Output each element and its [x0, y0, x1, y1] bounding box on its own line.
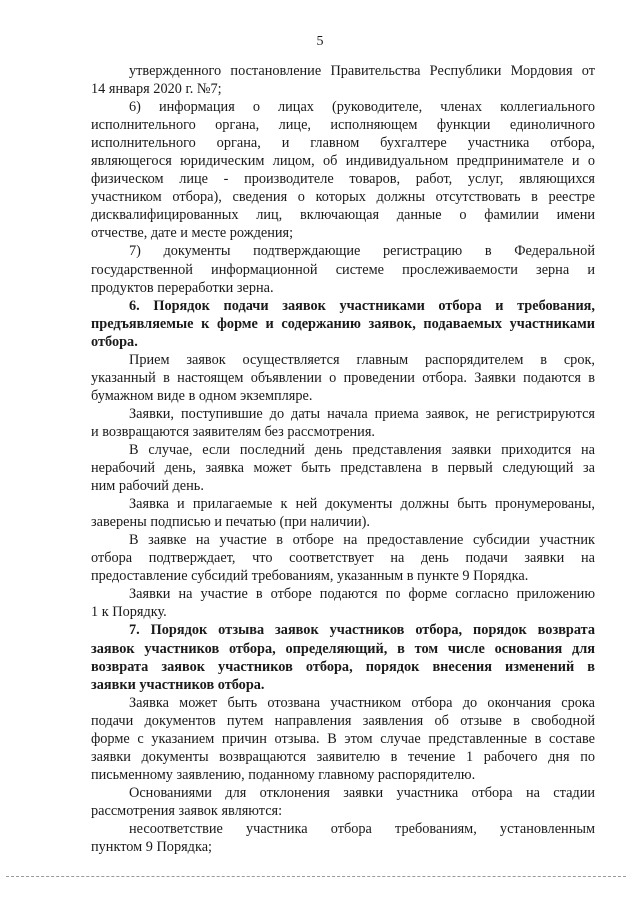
paragraph: [91, 441, 595, 495]
text-line: ним рабочий день.: [91, 478, 204, 495]
text-line: подачи документов путем направления заявления об отзыве в свободной: [91, 712, 595, 729]
paragraph: [91, 585, 595, 621]
text-line: исполнительного органа, и главном бухгалтере участника отбора,: [91, 135, 595, 152]
paragraph: [91, 531, 595, 585]
text-line: нерабочий день, заявка может быть представлена в первый следующий за: [91, 460, 595, 477]
text-line: Прием заявок осуществляется главным распорядителем в срок,: [129, 351, 595, 368]
heading-line: отбора.: [91, 333, 138, 350]
page-bottom-divider: [6, 876, 626, 877]
text-line: письменному заявлению, поданному главному распорядителю.: [91, 766, 476, 783]
text-line: Основаниями для отклонения заявки участника отбора на стадии: [129, 784, 595, 801]
text-line: утвержденного постановление Правительства Республики Мордовия от: [129, 63, 595, 79]
text-line: пунктом 9 Порядка;: [91, 839, 213, 856]
text-line: государственной информационной системе прослеживаемости зерна и: [91, 261, 595, 278]
text-line: отчестве, дате и месте рождения;: [91, 225, 294, 242]
text-line: исполнительного органа, лице, исполняющем функции единоличного: [91, 117, 595, 134]
text-line: В заявке на участие в отборе на предоставление субсидии участник: [129, 532, 595, 549]
paragraph: [91, 405, 595, 441]
text-line: Заявки на участие в отборе подаются по форме согласно приложению: [129, 586, 595, 603]
text-line: дисквалифицированных лиц, включающая данные о фамилии имени: [91, 207, 595, 224]
paragraph: [91, 62, 595, 98]
text-line: заверены подписью и печатью (при наличии).: [91, 514, 370, 531]
page-number: 5: [316, 34, 324, 49]
text-line: В случае, если последний день представления заявки приходится на: [129, 441, 595, 458]
section-heading: [91, 297, 595, 351]
text-line: заявки документы возвращаются заявителю в течение 1 рабочего дня по: [91, 748, 595, 765]
text-line: являющегося юридическим лицом, об индивидуальном предпринимателе и о: [91, 153, 595, 170]
text-line: рассмотрения заявок являются:: [91, 802, 283, 819]
text-line: Заявка и прилагаемые к ней документы должны быть пронумерованы,: [129, 496, 595, 513]
paragraph: [91, 242, 595, 296]
paragraph: [91, 495, 595, 531]
text-line: участником отбора), сведения о которых должны отсутствовать в реестре: [91, 189, 595, 206]
document-body: [91, 62, 595, 856]
heading-line: возврата заявок участников отбора, порядок внесения изменений в: [91, 658, 595, 675]
text-line: несоответствие участника отбора требованиям, установленным: [129, 820, 595, 837]
paragraph: [91, 98, 595, 242]
text-line: бумажном виде в одном экземпляре.: [91, 387, 313, 404]
text-line: отбора подтверждает, что соответствует на день подачи заявки на: [91, 550, 595, 567]
text-line: физическом лице - производителе товаров, работ, услуг, являющихся: [91, 171, 595, 188]
heading-line: 6. Порядок подачи заявок участниками отбора и требования,: [129, 297, 595, 314]
paragraph: [91, 820, 595, 856]
paragraph: [91, 784, 595, 820]
text-line: 7) документы подтверждающие регистрацию в Федеральной: [129, 243, 595, 260]
text-line: Заявка может быть отозвана участником отбора до окончания срока: [129, 694, 595, 711]
text-line: 14 января 2020 г. №7;: [91, 81, 222, 98]
paragraph: [91, 351, 595, 405]
text-line: 6) информация о лицах (руководителе, членах коллегиального: [129, 99, 595, 116]
section-heading: [91, 621, 595, 693]
text-line: продуктов переработки зерна.: [91, 279, 274, 296]
text-line: предоставление субсидий требованиям, указанным в пункте 9 Порядка.: [91, 568, 529, 585]
heading-line: предъявляемые к форме и содержанию заявок, подаваемых участниками: [91, 315, 595, 332]
text-line: указанный в настоящем объявлении о проведении отбора. Заявки подаются в: [91, 369, 595, 386]
text-line: и возвращаются заявителям без рассмотрения.: [91, 423, 375, 440]
paragraph: [91, 694, 595, 784]
heading-line: заявки участников отбора.: [91, 676, 265, 693]
heading-line: заявок участников отбора, определяющий, в том числе основания для: [91, 640, 595, 657]
text-line: форме с указанием причин отзыва. В этом случае представленные в составе: [91, 730, 595, 747]
text-line: 1 к Порядку.: [91, 604, 167, 621]
text-line: Заявки, поступившие до даты начала приема заявок, не регистрируются: [129, 405, 595, 422]
heading-line: 7. Порядок отзыва заявок участников отбора, порядок возврата: [129, 622, 595, 639]
